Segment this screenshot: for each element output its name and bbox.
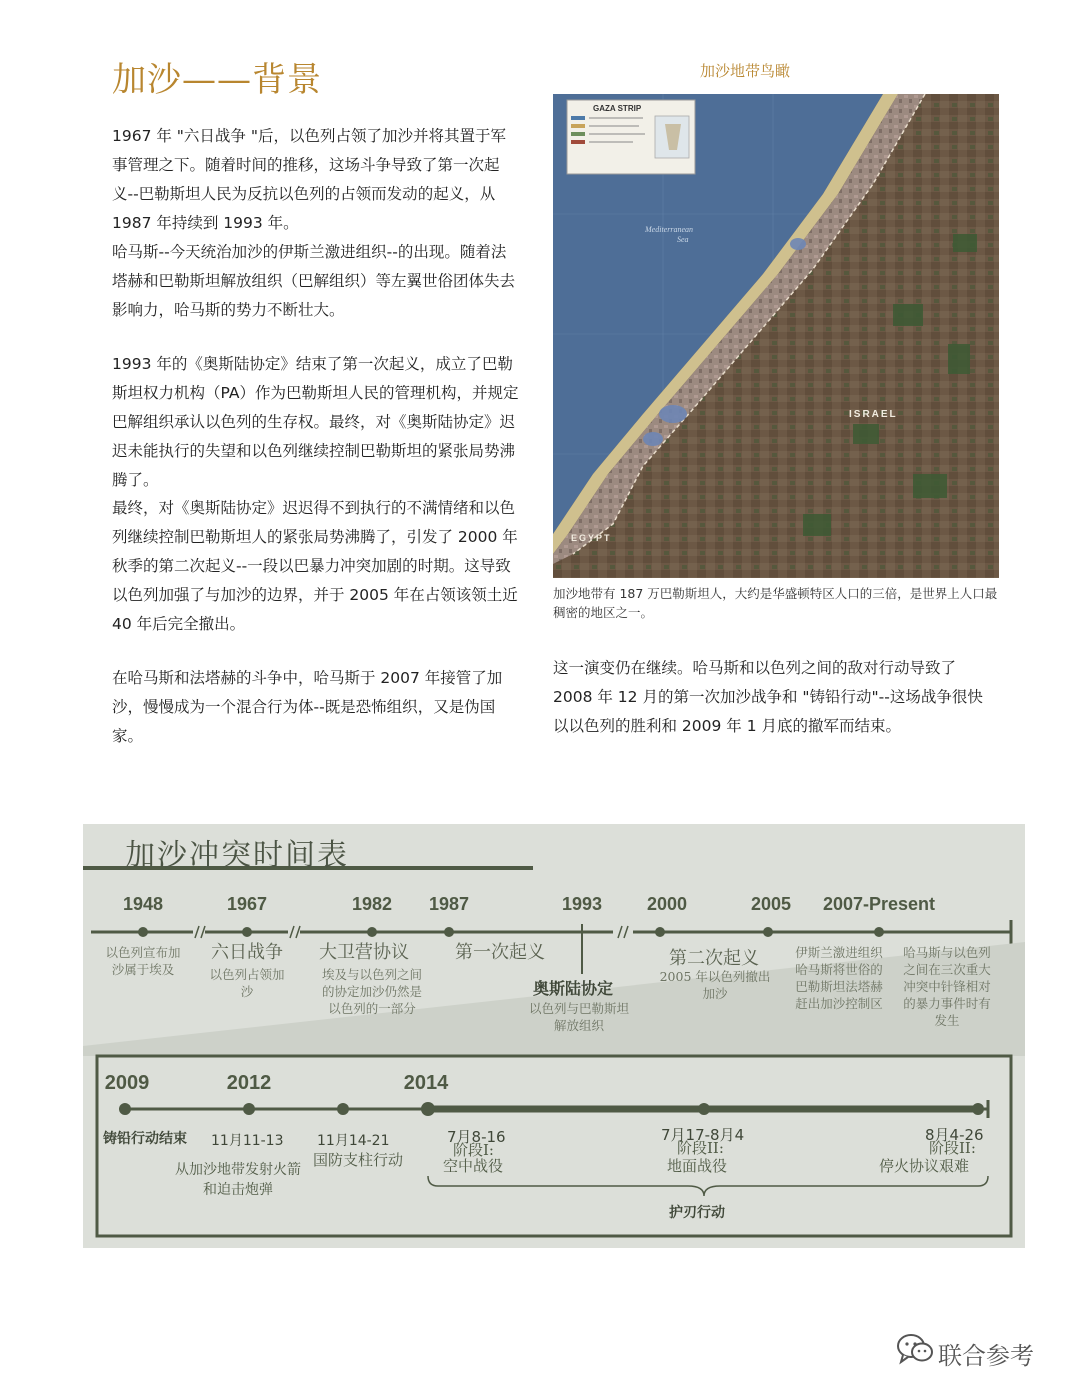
dot-2012b (337, 1103, 349, 1115)
year-2009: 2009 (104, 1072, 150, 1094)
dot-2009 (119, 1103, 131, 1115)
year-1982: 1982 (351, 894, 393, 914)
event-phase1-date: 7月8-16 (447, 1128, 506, 1146)
dot-2005 (763, 927, 773, 937)
year-1993: 1993 (561, 894, 603, 914)
paragraph-1967: 1967 年 "六日战争 "后，以色列占领了加沙并将其置于军事管理之下。随着时间的推移，这场斗争导致了第一次起义--巴勒斯坦人民为反抗以色列的占领而发动的起义，从 1987 年持续到 1993 年。 (112, 127, 506, 232)
map-label-gaza: GAZA STRIP (593, 104, 642, 113)
timeline-title: 加沙冲突时间表 (125, 838, 349, 873)
dot-1982 (367, 927, 377, 937)
year-2007-present: 2007-Present (822, 894, 936, 914)
paragraph-oslo: 1993 年的《奥斯陆协定》结束了第一次起义，成立了巴勒斯坦权力机构（PA）作为巴勒斯坦人民的管理机构，并规定巴解组织承认以色列的生存权。最终，对《奥斯陆协定》迟迟未能执行的失望和以色列继续控制巴勒斯坦的紧张局势沸腾了。 (112, 355, 519, 489)
year-1987: 1987 (428, 894, 470, 914)
event-1967-desc: 以色列占领加沙 (209, 967, 285, 999)
map-graphic (553, 94, 999, 578)
paragraph-evolution: 这一演变仍在继续。哈马斯和以色列之间的敌对行动导致了 2008 年 12 月的第一次加沙战争和 "铸铅行动"--这场战争很快以以色列的胜利和 2009 年 1 月底的撤军而结束。 (553, 659, 983, 735)
year-1967: 1967 (226, 894, 268, 914)
dot-1967 (242, 927, 252, 937)
event-1967-title: 六日战争 (211, 942, 283, 963)
event-second-intifada-desc: 2005 年以色列撤出加沙 (659, 969, 771, 1001)
map-label-sea-1: Mediterranean (645, 225, 693, 234)
year-1948: 1948 (122, 894, 164, 914)
map-label-egypt: EGYPT (571, 533, 612, 543)
dot-2014 (421, 1102, 435, 1116)
dot-1948 (138, 927, 148, 937)
event-2012-date: 11月11-13 (211, 1133, 284, 1149)
timeline-panel (83, 824, 1025, 1248)
wechat-icon (896, 1332, 934, 1366)
year-2005: 2005 (750, 894, 792, 914)
gaza-satellite-map (553, 94, 999, 578)
year-2014: 2014 (403, 1072, 449, 1094)
event-phase1-label: 阶段I: (453, 1141, 494, 1159)
event-2012b-desc: 国防支柱行动 (313, 1151, 404, 1169)
paragraph-second-intifada: 最终，对《奥斯陆协定》迟迟得不到执行的不满情绪和以色列继续控制巴勒斯坦人的紧张局势沸腾了，引发了 2000 年秋季的第二次起义--一段以巴暴力冲突加剧的时期。这导致以色列加强了与加沙的边界，并于 2005 年在占领该领土近 40 年后完全撤出。 (112, 499, 518, 633)
event-1948: 以色列宣布加沙属于埃及 (105, 945, 181, 977)
event-phase2-date: 7月17-8月4 (661, 1126, 745, 1144)
paragraph-hamas-takeover: 在哈马斯和法塔赫的斗争中，哈马斯于 2007 年接管了加沙，慢慢成为一个混合行为体--既是恐怖组织，又是伪国家。 (112, 669, 503, 745)
event-protective-edge: 护刃行动 (669, 1205, 725, 1221)
event-second-intifada-title: 第二次起义 (669, 948, 759, 969)
event-first-intifada: 第一次起义 (455, 942, 545, 963)
map-label-sea-2: Sea (677, 235, 689, 244)
event-phase3-date: 8月4-26 (925, 1126, 984, 1144)
year-2000: 2000 (646, 894, 688, 914)
event-phase3-label: 阶段II: (929, 1139, 976, 1157)
dot-2000 (655, 927, 665, 937)
dot-2007 (874, 927, 884, 937)
event-1982-title: 大卫营协议 (319, 942, 409, 963)
protective-edge-bracket (428, 1176, 988, 1196)
dot-1987 (444, 927, 454, 937)
map-label-israel: ISRAEL (849, 409, 898, 420)
dot-2014-phase2 (698, 1103, 710, 1115)
event-phase1-desc: 空中战役 (443, 1157, 504, 1175)
event-phase2-desc: 地面战役 (667, 1157, 728, 1175)
event-2007-hamas: 伊斯兰激进组织哈马斯将世俗的巴勒斯坦法塔赫赶出加沙控制区 (795, 945, 883, 1011)
event-1982-desc: 埃及与以色列之间的协定加沙仍然是以色列的一部分 (321, 967, 422, 1016)
event-2012-desc: 从加沙地带发射火箭和迫击炮弹 (175, 1162, 301, 1198)
wechat-logo (896, 1332, 1034, 1370)
map-title: 加沙地带鸟瞰 (700, 62, 791, 80)
year-2012: 2012 (226, 1072, 272, 1094)
event-2007-conflicts: 哈马斯与以色列之间在三次重大冲突中针锋相对的暴力事件时有发生 (903, 945, 991, 1028)
event-phase3-desc: 停火协议艰难 (879, 1157, 970, 1175)
event-phase2-label: 阶段II: (677, 1139, 724, 1157)
event-oslo-title: 奥斯陆协定 (533, 979, 614, 998)
dot-2012 (243, 1103, 255, 1115)
page-title: 加沙——背景 (112, 60, 322, 100)
event-oslo-desc: 以色列与巴勒斯坦解放组织 (529, 1001, 630, 1033)
logo-text: 联合参考 (938, 1342, 1034, 1370)
event-2009: 铸铅行动结束 (103, 1131, 187, 1147)
paragraph-hamas-rise: 哈马斯--今天统治加沙的伊斯兰激进组织--的出现。随着法塔赫和巴勒斯坦解放组织（巴解组织）等左翼世俗团体失去影响力，哈马斯的势力不断壮大。 (112, 243, 516, 319)
event-2012b-date: 11月14-21 (317, 1133, 390, 1149)
map-caption: 加沙地带有 187 万巴勒斯坦人，大约是华盛顿特区人口的三倍，是世界上人口最稠密的地区之一。 (553, 586, 998, 620)
dot-2014-phase3 (972, 1103, 984, 1115)
